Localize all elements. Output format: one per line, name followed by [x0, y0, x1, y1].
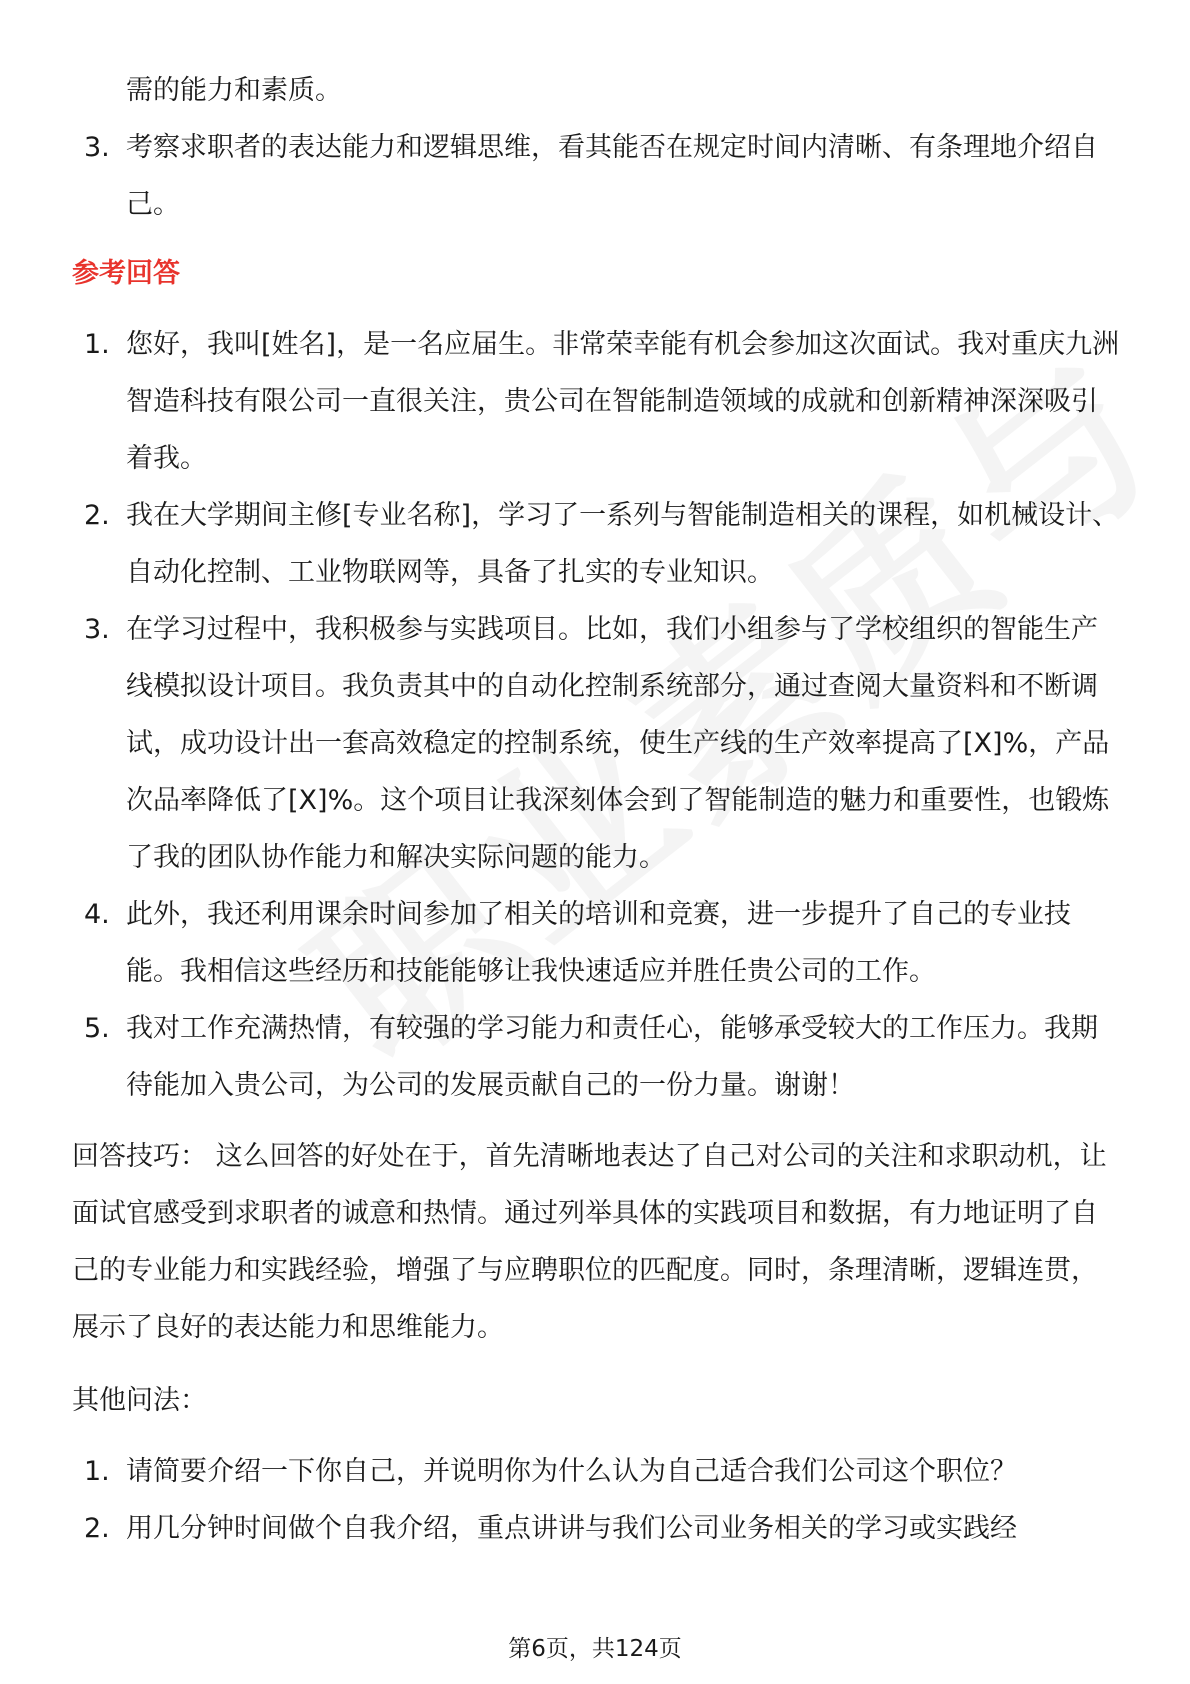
- list-text: 考察求职者的表达能力和逻辑思维，看其能否在规定时间内清晰、有条理地介绍自己。: [126, 132, 1098, 220]
- list-text: 您好，我叫[姓名]，是一名应届生。非常荣幸能有机会参加这次面试。我对重庆九洲智造科技有限公司一直很关注，贵公司在智能制造领域的成就和创新精神深深吸引着我。: [126, 329, 1120, 474]
- list-number: 2.: [84, 1513, 110, 1544]
- list-number: 2.: [84, 500, 110, 531]
- page-footer: 第6页，共124页: [508, 1636, 682, 1662]
- list-number: 5.: [84, 1013, 110, 1044]
- other-questions-title: 其他问法：: [72, 1385, 207, 1416]
- list-item: [72, 886, 1122, 1000]
- answer-list: [72, 316, 1122, 1114]
- list-text: 此外，我还利用课余时间参加了相关的培训和竞赛，进一步提升了自己的专业技能。我相信这些经历和技能能够让我快速适应并胜任贵公司的工作。: [126, 899, 1071, 987]
- list-number: 1.: [84, 1456, 110, 1487]
- list-item: [72, 316, 1122, 487]
- reference-answer-title: 参考回答: [72, 258, 180, 289]
- list-item: [72, 119, 1122, 233]
- list-number: 4.: [84, 899, 110, 930]
- list-item: [72, 487, 1122, 601]
- answer-tips: 回答技巧： 这么回答的好处在于，首先清晰地表达了自己对公司的关注和求职动机，让面试官感受到求职者的诚意和热情。通过列举具体的实践项目和数据，有力地证明了自己的专业能力和实践经验，增强了与应聘职位的匹配度。同时，条理清晰，逻辑连贯，展示了良好的表达能力和思维能力。: [72, 1141, 1107, 1343]
- list-item: [72, 1443, 1122, 1500]
- list-number: 1.: [84, 329, 110, 360]
- list-item: [72, 1000, 1122, 1114]
- list-item: [72, 1500, 1122, 1557]
- list-number: 3.: [84, 132, 110, 163]
- intro-list: [72, 119, 1122, 233]
- list-text: 我在大学期间主修[专业名称]，学习了一系列与智能制造相关的课程，如机械设计、自动化控制、工业物联网等，具备了扎实的专业知识。: [126, 500, 1120, 588]
- list-text: 请简要介绍一下你自己，并说明你为什么认为自己适合我们公司这个职位？: [126, 1456, 1017, 1487]
- other-questions-list: [72, 1443, 1122, 1557]
- list-text: 在学习过程中，我积极参与实践项目。比如，我们小组参与了学校组织的智能生产线模拟设计项目。我负责其中的自动化控制系统部分，通过查阅大量资料和不断调试，成功设计出一套高效稳定的控制系统，使生产线的生产效率提高了[X]%，产品次品率降低了[X]%。这个项目让我深刻体会到了智能制造的魅力和重要性，也锻炼了我的团队协作能力和解决实际问题的能力。: [126, 614, 1110, 873]
- list-item: [72, 601, 1122, 886]
- list-number: 3.: [84, 614, 110, 645]
- continued-line: 需的能力和素质。: [126, 75, 342, 106]
- list-text: 用几分钟时间做个自我介绍，重点讲讲与我们公司业务相关的学习或实践经: [126, 1513, 1017, 1544]
- list-text: 我对工作充满热情，有较强的学习能力和责任心，能够承受较大的工作压力。我期待能加入贵公司，为公司的发展贡献自己的一份力量。谢谢！: [126, 1013, 1098, 1101]
- page-content: [72, 62, 1122, 1557]
